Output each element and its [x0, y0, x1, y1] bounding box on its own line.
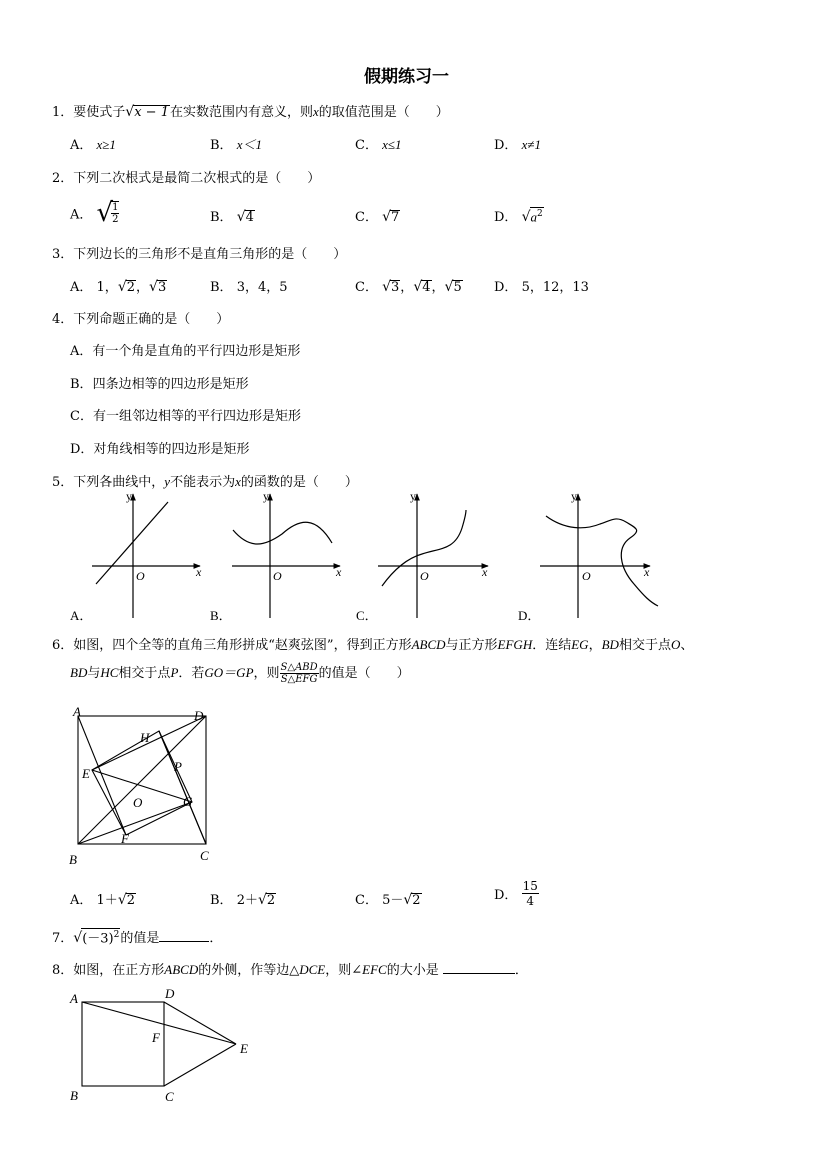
- variable: x: [313, 104, 319, 119]
- radical-sign: √: [382, 279, 392, 295]
- separator: ，: [136, 280, 150, 295]
- point-label-g: G: [183, 794, 193, 809]
- axis-label-x: x: [644, 565, 650, 579]
- radicand: [111, 201, 119, 225]
- option-c[interactable]: [355, 889, 422, 908]
- question-text: 的值是（ ）: [318, 666, 410, 681]
- denominator: S△EFG: [280, 674, 318, 685]
- radicand: 7: [391, 210, 400, 225]
- exponent: 2: [537, 208, 543, 219]
- answer-blank[interactable]: [159, 941, 209, 942]
- radical-sign: √: [521, 209, 531, 225]
- question-text: 相交于点: [618, 638, 671, 653]
- point-label-b: B: [69, 852, 77, 867]
- option-label: C．: [70, 409, 93, 424]
- option-text: 有一个角是直角的平行四边形是矩形: [92, 344, 301, 359]
- radicand: [81, 928, 120, 945]
- point-label-f: F: [121, 831, 129, 846]
- question-text: ．若: [178, 666, 205, 681]
- option-text: x≠1: [521, 137, 541, 152]
- variable: ABCD: [164, 962, 199, 977]
- equation: GO＝GP: [204, 665, 254, 680]
- question-text: 下列各曲线中，: [73, 475, 165, 490]
- point-label-h: H: [140, 730, 150, 745]
- option-a[interactable]: [70, 340, 300, 359]
- option-b[interactable]: [70, 373, 249, 392]
- variable: EFC: [362, 962, 387, 977]
- radical-sign: √: [444, 279, 454, 295]
- radical-sign: √: [117, 279, 127, 295]
- separator: ，: [431, 280, 445, 295]
- question-text: 的取值范围是（ ）: [318, 105, 449, 120]
- option-label: A．: [70, 344, 93, 359]
- option-text: 2＋: [236, 893, 258, 908]
- radical-sign: √: [257, 892, 267, 908]
- option-label: C．: [355, 210, 378, 225]
- radicand: 4: [422, 280, 431, 295]
- option-label: A．: [70, 893, 93, 908]
- area-ratio: [280, 662, 319, 685]
- point-label-e: E: [82, 766, 90, 781]
- radicand: x − 1: [134, 105, 169, 120]
- variable: x: [235, 474, 241, 489]
- option-label: C．: [355, 893, 378, 908]
- option-label: D．: [494, 888, 518, 903]
- variable: BD: [70, 665, 88, 680]
- separator: ，: [400, 280, 414, 295]
- origin-label: O: [582, 569, 591, 583]
- question-text: 的外侧，作等边△: [198, 963, 300, 978]
- option-d[interactable]: [494, 276, 589, 295]
- radical-sign: √: [382, 209, 392, 225]
- question-number: 4．: [52, 312, 74, 327]
- option-a[interactable]: [70, 276, 167, 295]
- graph-c[interactable]: [356, 489, 488, 623]
- question-text: 的函数的是（ ）: [240, 475, 358, 490]
- question-text: 下列二次根式是最简二次根式的是（ ）: [73, 171, 321, 186]
- graph-d[interactable]: [518, 489, 658, 623]
- option-label: C．: [355, 138, 378, 153]
- point-label-b: B: [70, 1088, 78, 1103]
- radical-sign: √: [73, 930, 83, 946]
- option-text: x＜1: [236, 137, 262, 152]
- radicand: 4: [245, 210, 254, 225]
- option-text: 四条边相等的四边形是矩形: [92, 377, 249, 392]
- option-b[interactable]: [210, 134, 262, 153]
- option-c[interactable]: [355, 206, 400, 225]
- axis-label-y: y: [410, 489, 416, 503]
- option-label: B．: [210, 280, 233, 295]
- graph-label: C．: [356, 608, 378, 623]
- question-text: 要使式子: [73, 105, 126, 120]
- question-text: 不能表示为: [170, 475, 236, 490]
- origin-label: O: [136, 569, 145, 583]
- option-a[interactable]: [70, 198, 119, 228]
- radicand: 2: [126, 280, 136, 295]
- question-text: ，则∠: [325, 963, 363, 978]
- fraction: [522, 879, 539, 908]
- question-number: 6．: [52, 638, 74, 653]
- axis-label-y: y: [571, 489, 577, 503]
- option-label: D．: [494, 210, 518, 225]
- option-label: D．: [494, 280, 518, 295]
- option-label: D．: [494, 138, 518, 153]
- question-1: [52, 101, 449, 120]
- option-d[interactable]: [494, 206, 544, 225]
- question-6-line-2: [70, 662, 410, 685]
- variable: ABCD: [411, 637, 446, 652]
- variable: EG: [571, 637, 589, 652]
- question-text: 、: [680, 638, 694, 653]
- variable: HC: [100, 665, 119, 680]
- axis-label-y: y: [126, 489, 132, 503]
- graph-b[interactable]: [210, 489, 342, 623]
- page-title: 假期练习一: [364, 67, 449, 87]
- question-number: 5．: [52, 475, 74, 490]
- option-c[interactable]: [355, 134, 402, 153]
- radical-sign: √: [403, 892, 413, 908]
- point-label-a: A: [73, 704, 81, 719]
- option-text: x≥1: [96, 137, 116, 152]
- origin-label: O: [420, 569, 429, 583]
- point-label-d: D: [194, 708, 204, 723]
- option-text: 1，: [96, 280, 118, 295]
- axis-label-x: x: [196, 565, 202, 579]
- variable: O: [670, 637, 681, 652]
- question-number: 3．: [52, 247, 74, 262]
- question-number: 2．: [52, 171, 74, 186]
- radical-sign: √: [413, 279, 423, 295]
- point-label-e: E: [240, 1041, 248, 1056]
- option-text: 3，4，5: [236, 280, 288, 295]
- question-text: 的大小是: [386, 963, 439, 978]
- graph-label: D．: [518, 608, 541, 623]
- numerator: 15: [522, 879, 538, 893]
- option-text: 对角线相等的四边形是矩形: [93, 442, 250, 457]
- answer-blank[interactable]: [443, 973, 515, 974]
- option-label: B．: [210, 210, 233, 225]
- option-d[interactable]: [70, 438, 249, 457]
- question-text: 相交于点: [118, 666, 171, 681]
- option-text: 有一组邻边相等的平行四边形是矩形: [92, 409, 301, 424]
- radical-sign: √: [96, 198, 114, 228]
- question-number: 1．: [52, 105, 74, 120]
- variable: P: [170, 665, 179, 680]
- point-label-f: F: [152, 1030, 160, 1045]
- radicand-base: (－3): [82, 931, 114, 946]
- option-label: A．: [70, 138, 93, 153]
- point-label-c: C: [200, 848, 209, 863]
- question-text: ．: [209, 931, 223, 946]
- question-text: ．: [514, 963, 528, 978]
- question-text: 下列边长的三角形不是直角三角形的是（ ）: [73, 247, 347, 262]
- option-label: A．: [70, 207, 93, 223]
- point-label-d: D: [165, 986, 175, 1001]
- question-number: 7．: [52, 931, 74, 946]
- option-b[interactable]: [210, 276, 288, 295]
- question-2: [52, 167, 320, 186]
- question-text: 如图，在正方形: [73, 963, 165, 978]
- option-d[interactable]: [494, 879, 539, 908]
- radical-sign: √: [117, 892, 127, 908]
- question-7: [52, 927, 222, 946]
- option-b[interactable]: [210, 206, 255, 225]
- point-label-o: O: [133, 795, 143, 810]
- graph-label: A．: [70, 608, 93, 623]
- variable: EFGH: [497, 637, 533, 652]
- point-label-a: A: [70, 991, 78, 1006]
- question-6-line-1: [52, 634, 693, 653]
- radicand: 2: [126, 893, 136, 908]
- option-text: 1＋: [96, 893, 118, 908]
- option-label: B．: [70, 377, 93, 392]
- question-3: [52, 243, 346, 262]
- radicand: [530, 207, 544, 224]
- question-4: [52, 308, 229, 327]
- origin-label: O: [273, 569, 282, 583]
- question-text: 与正方形: [445, 638, 498, 653]
- radicand: 2: [412, 893, 421, 908]
- option-a[interactable]: [70, 134, 116, 153]
- radical-sign: √: [125, 104, 135, 120]
- point-label-p: P: [174, 759, 182, 774]
- graph-label: B．: [210, 608, 232, 623]
- numerator: 1: [112, 202, 119, 213]
- radicand: 3: [391, 280, 400, 295]
- axis-label-x: x: [482, 565, 488, 579]
- variable: DCE: [299, 962, 326, 977]
- zhao-shuang-diagram: [64, 704, 224, 870]
- variable: a: [530, 209, 537, 224]
- question-text: 的值是: [120, 931, 160, 946]
- option-a[interactable]: [70, 889, 136, 908]
- question-text: ．连结: [532, 638, 572, 653]
- option-label: C．: [355, 280, 378, 295]
- radical-sign: √: [149, 279, 158, 295]
- question-text: ，则: [253, 666, 280, 681]
- variable: BD: [601, 637, 619, 652]
- option-label: A．: [70, 280, 93, 295]
- option-label: B．: [210, 138, 233, 153]
- question-text: 如图，四个全等的直角三角形拼成“赵爽弦图”，得到正方形: [73, 638, 412, 653]
- option-d[interactable]: [494, 134, 541, 153]
- question-text: 下列命题正确的是（ ）: [73, 312, 230, 327]
- option-label: B．: [210, 893, 233, 908]
- variable: y: [164, 474, 171, 489]
- option-text: 5，12，13: [521, 280, 589, 295]
- exponent: 2: [113, 929, 120, 940]
- numerator: S△ABD: [280, 662, 318, 673]
- question-8: [52, 959, 528, 978]
- denominator: 2: [112, 214, 119, 225]
- point-label-c: C: [165, 1089, 174, 1104]
- square-triangle-diagram: [64, 984, 264, 1108]
- question-text: 在实数范围内有意义，则: [169, 105, 313, 120]
- radicand: 3: [157, 280, 167, 295]
- radical-sign: √: [236, 209, 246, 225]
- option-text: x≤1: [382, 137, 402, 152]
- separator: ，: [588, 638, 602, 653]
- option-c[interactable]: [70, 405, 301, 424]
- radicand: 5: [453, 280, 462, 295]
- function-graphs: [60, 488, 680, 628]
- question-number: 8．: [52, 963, 74, 978]
- axis-label-y: y: [263, 489, 269, 503]
- axis-label-x: x: [336, 565, 342, 579]
- denominator: 4: [526, 894, 535, 908]
- option-c[interactable]: [355, 276, 463, 295]
- option-b[interactable]: [210, 889, 276, 908]
- option-text: 5－: [382, 893, 404, 908]
- question-text: 与: [87, 666, 101, 681]
- option-label: D．: [70, 442, 94, 457]
- radicand: 2: [266, 893, 276, 908]
- graph-a[interactable]: [70, 489, 202, 623]
